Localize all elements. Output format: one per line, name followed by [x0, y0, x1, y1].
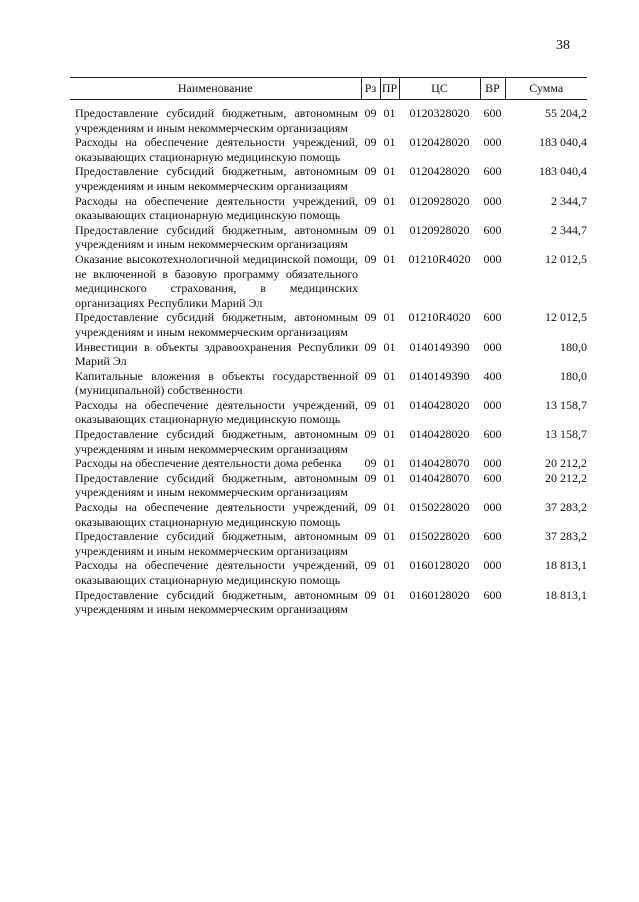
table-row [70, 135, 587, 164]
table-row [70, 398, 587, 427]
table-row [70, 558, 587, 587]
row-pr: 01 [383, 251, 396, 266]
row-rz: 09 [364, 587, 377, 602]
row-pr: 01 [383, 470, 396, 485]
row-name: Предоставление субсидий бюджетным, автономным учреждениям и иным некоммерческим организациям [75, 106, 358, 135]
header-rz: Рз [361, 78, 380, 100]
row-sum: 37 283,2 [545, 529, 587, 544]
row-cs: 0140428020 [409, 427, 470, 442]
row-rz: 09 [364, 135, 377, 150]
row-name: Инвестиции в объекты здравоохранения Республики Марий Эл [75, 339, 358, 369]
row-rz: 09 [364, 427, 377, 442]
row-rz: 09 [364, 310, 377, 325]
table-row [70, 427, 587, 456]
row-name: Расходы на обеспечение деятельности учреждений, оказывающих стационарную медицинскую помощь [75, 558, 358, 587]
table-header-row [70, 78, 587, 100]
row-vr: 000 [483, 456, 502, 471]
page-number: 38 [556, 38, 570, 53]
table-row [70, 369, 587, 398]
row-sum: 13 158,7 [545, 397, 587, 412]
table-row [70, 340, 587, 369]
budget-table-container [70, 77, 587, 617]
header-name: Наименование [70, 78, 361, 100]
row-sum: 20 212,2 [545, 456, 587, 471]
row-sum: 55 204,2 [545, 106, 587, 120]
row-cs: 0150228020 [409, 500, 470, 515]
row-vr: 600 [483, 470, 502, 485]
row-name: Предоставление субсидий бюджетным, автономным учреждениям и иным некоммерческим организациям [75, 222, 358, 252]
row-name: Предоставление субсидий бюджетным, автономным учреждениям и иным некоммерческим организациям [75, 587, 358, 617]
header-pr: ПР [380, 78, 399, 100]
row-cs: 0120428020 [409, 135, 470, 150]
row-cs: 0140149390 [409, 339, 470, 354]
row-vr: 000 [483, 251, 502, 266]
row-cs: 0120928020 [409, 222, 470, 237]
row-rz: 09 [364, 368, 377, 383]
row-cs: 0160128020 [409, 558, 470, 573]
header-cs: ЦС [399, 78, 480, 100]
table-row [70, 310, 587, 339]
row-sum: 180,0 [560, 368, 587, 383]
budget-table [70, 77, 587, 617]
table-row [70, 500, 587, 529]
row-vr: 600 [483, 427, 502, 442]
row-cs: 0150228020 [409, 529, 470, 544]
row-pr: 01 [383, 222, 396, 237]
row-rz: 09 [364, 558, 377, 573]
row-rz: 09 [364, 470, 377, 485]
table-row [70, 471, 587, 500]
row-rz: 09 [364, 251, 377, 266]
row-name: Расходы на обеспечение деятельности учреждений, оказывающих стационарную медицинскую помощь [75, 500, 358, 529]
row-sum: 183 040,4 [539, 164, 587, 179]
row-name: Предоставление субсидий бюджетным, автономным учреждениям и иным некоммерческим организациям [75, 310, 358, 339]
row-vr: 600 [483, 310, 502, 325]
row-name: Расходы на обеспечение деятельности учреждений, оказывающих стационарную медицинскую помощь [75, 397, 358, 427]
row-name: Расходы на обеспечение деятельности учреждений, оказывающих стационарную медицинскую помощь [75, 135, 358, 164]
row-vr: 000 [483, 558, 502, 573]
row-name: Оказание высокотехнологичной медицинской помощи, не включенной в базовую программу обязательного медицинского страхования, в медицинских организациях Республики Марий Эл [75, 251, 358, 310]
row-name: Предоставление субсидий бюджетным, автономным учреждениям и иным некоммерческим организациям [75, 529, 358, 558]
row-cs: 0120428020 [409, 164, 470, 179]
row-sum: 2 344,7 [551, 193, 587, 208]
row-cs: 0160128020 [409, 587, 470, 602]
row-rz: 09 [364, 193, 377, 208]
row-pr: 01 [383, 193, 396, 208]
table-row [70, 223, 587, 252]
row-name: Предоставление субсидий бюджетным, автономным учреждениям и иным некоммерческим организациям [75, 427, 358, 456]
row-sum: 12 012,5 [545, 310, 587, 325]
row-pr: 01 [383, 106, 396, 120]
row-sum: 180,0 [560, 339, 587, 354]
row-vr: 600 [483, 222, 502, 237]
table-row [70, 164, 587, 193]
row-rz: 09 [364, 397, 377, 412]
row-pr: 01 [383, 135, 396, 150]
row-vr: 000 [483, 397, 502, 412]
row-rz: 09 [364, 500, 377, 515]
row-sum: 18 813,1 [545, 587, 587, 602]
row-vr: 000 [483, 135, 502, 150]
table-row [70, 252, 587, 310]
row-sum: 18 813,1 [545, 558, 587, 573]
row-name: Расходы на обеспечение деятельности дома ребенка [75, 456, 342, 471]
row-vr: 600 [483, 587, 502, 602]
row-pr: 01 [383, 558, 396, 573]
table-row [70, 194, 587, 223]
table-row [70, 456, 587, 471]
row-sum: 37 283,2 [545, 500, 587, 515]
row-sum: 2 344,7 [551, 222, 587, 237]
header-vr: ВР [480, 78, 505, 100]
row-pr: 01 [383, 500, 396, 515]
row-rz: 09 [364, 106, 377, 120]
row-sum: 12 012,5 [545, 251, 587, 266]
row-rz: 09 [364, 164, 377, 179]
row-cs: 0140428020 [409, 397, 470, 412]
table-row [70, 588, 587, 617]
row-name: Капитальные вложения в объекты государственной (муниципальной) собственности [75, 368, 358, 398]
row-pr: 01 [383, 587, 396, 602]
row-vr: 000 [483, 500, 502, 515]
row-cs: 0140428070 [409, 470, 470, 485]
row-rz: 09 [364, 456, 377, 471]
row-cs: 0140149390 [409, 368, 470, 383]
table-row [70, 100, 587, 136]
row-sum: 183 040,4 [539, 135, 587, 150]
row-vr: 600 [483, 529, 502, 544]
row-sum: 13 158,7 [545, 427, 587, 442]
row-name: Предоставление субсидий бюджетным, автономным учреждениям и иным некоммерческим организациям [75, 470, 358, 500]
row-sum: 20 212,2 [545, 470, 587, 485]
row-vr: 400 [483, 368, 502, 383]
row-vr: 600 [483, 106, 502, 120]
row-rz: 09 [364, 339, 377, 354]
header-sum: Сумма [505, 78, 587, 100]
row-vr: 000 [483, 339, 502, 354]
row-cs: 0120328020 [409, 106, 470, 120]
row-pr: 01 [383, 456, 396, 471]
row-name: Расходы на обеспечение деятельности учреждений, оказывающих стационарную медицинскую помощь [75, 193, 358, 223]
row-pr: 01 [383, 427, 396, 442]
row-pr: 01 [383, 339, 396, 354]
row-rz: 09 [364, 529, 377, 544]
row-rz: 09 [364, 222, 377, 237]
row-pr: 01 [383, 397, 396, 412]
row-pr: 01 [383, 164, 396, 179]
row-cs: 01210R4020 [408, 310, 471, 325]
row-pr: 01 [383, 529, 396, 544]
row-pr: 01 [383, 310, 396, 325]
row-cs: 0120928020 [409, 193, 470, 208]
table-row [70, 529, 587, 558]
row-pr: 01 [383, 368, 396, 383]
row-vr: 000 [483, 193, 502, 208]
row-cs: 0140428070 [409, 456, 470, 471]
row-vr: 600 [483, 164, 502, 179]
row-cs: 01210R4020 [408, 251, 471, 266]
row-name: Предоставление субсидий бюджетным, автономным учреждениям и иным некоммерческим организациям [75, 164, 358, 193]
